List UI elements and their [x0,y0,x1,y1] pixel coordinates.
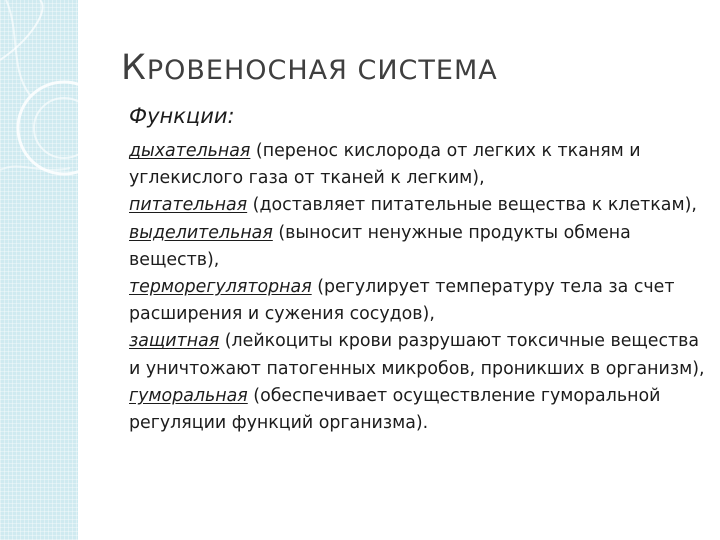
function-item [129,141,641,188]
function-term: терморегуляторная [129,277,312,298]
function-item [129,195,697,215]
decorative-side-band [0,0,78,540]
function-term: питательная [129,195,248,216]
function-description: (доставляет питательные вещества к клеткам), [247,195,697,216]
function-term: выделительная [129,222,273,243]
function-description: (регулирует температуру тела за счет расширения и сужения сосудов), [129,277,675,325]
slide-title [121,48,498,88]
function-term: гуморальная [129,385,248,406]
slide-title-rest: РОВЕНОСНАЯ СИСТЕМА [146,55,498,86]
function-term: дыхательная [129,141,251,161]
swirl-decoration-icon [0,0,78,540]
function-description: (перенос кислорода от легких к тканям и углекислого газа от тканей к легким), [129,141,641,189]
functions-paragraph [129,138,709,437]
function-item [129,331,705,378]
function-description: (обеспечивает осуществление гуморальной регуляции функций организма). [129,385,661,434]
slide-title-first-letter: К [121,48,147,88]
slide-subtitle: Функции: [129,104,235,128]
function-term: защитная [129,331,220,352]
function-item [129,223,631,270]
function-description: (выносит ненужные продукты обмена веществ), [129,222,631,270]
function-item [129,277,674,324]
function-description: (лейкоциты крови разрушают токсичные вещества и уничтожают патогенных микробов, проникших в организм), [129,331,705,379]
function-item [129,386,660,433]
